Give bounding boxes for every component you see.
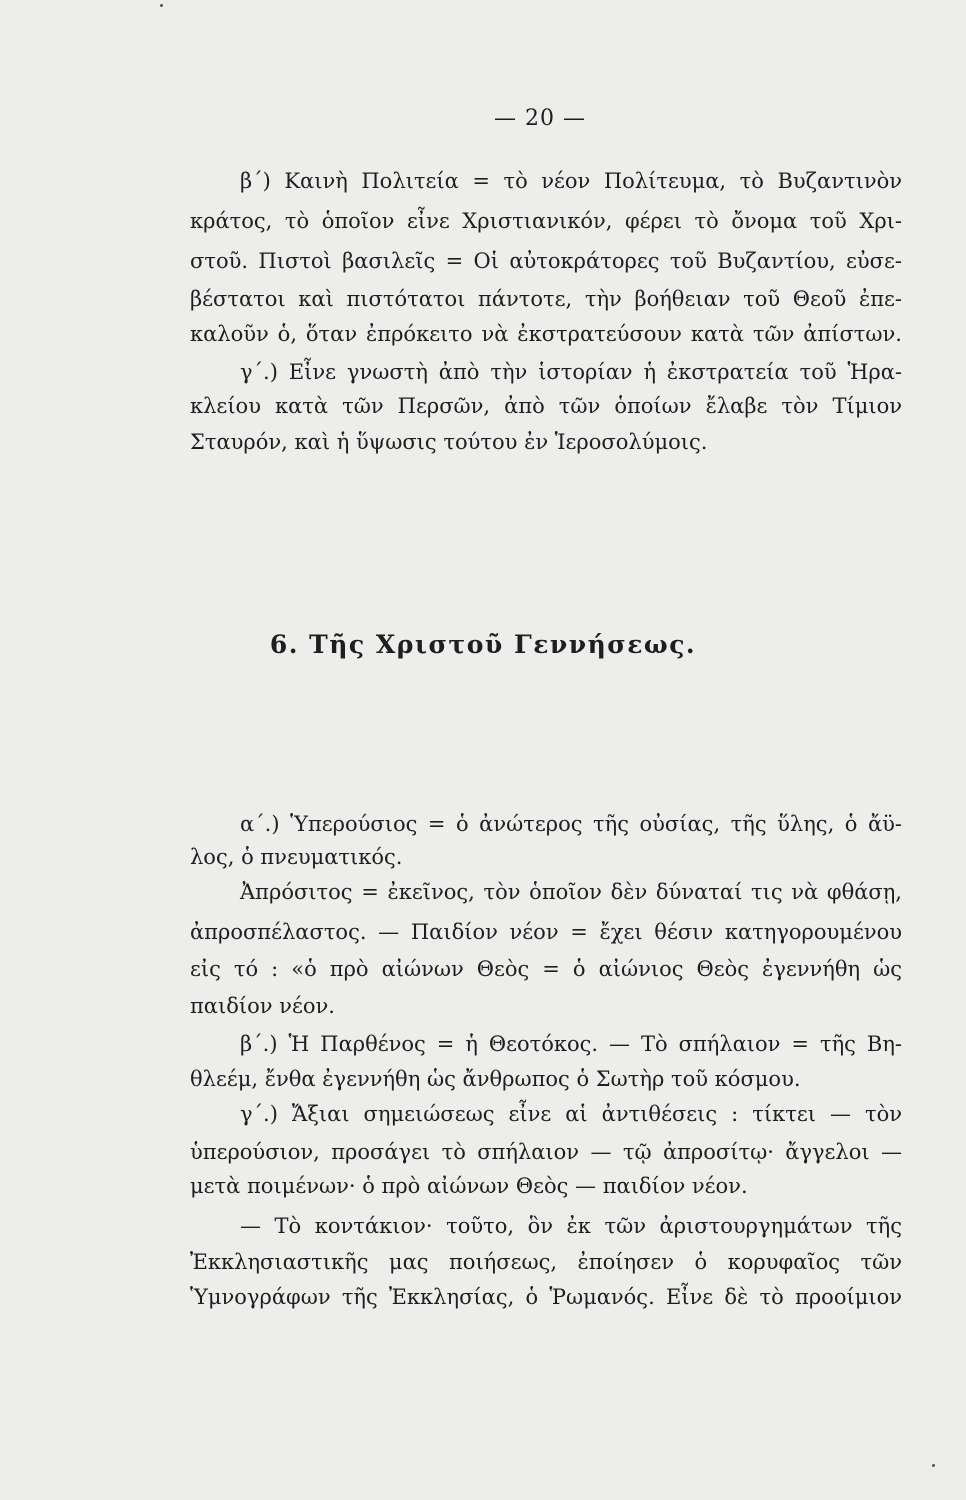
page-number: — 20 — — [494, 106, 586, 131]
text-line: εἰς τό : «ὁ πρὸ αἰώνων Θεὸς = ὁ αἰώνιος Θεὸς ἐγεννήθη ὡς — [190, 957, 902, 981]
text-line: παιδίον νέον. — [190, 994, 335, 1018]
text-line: Σταυρόν, καὶ ἡ ὕψωσις τούτου ἐν Ἱεροσολύμοις. — [190, 430, 708, 454]
section-heading: 6. Τῆς Χριστοῦ Γεννήσεως. — [269, 630, 697, 659]
text-line: Ἀπρόσιτος = ἐκεῖνος, τὸν ὁποῖον δὲν δύναταί τις νὰ φθάσῃ, — [240, 880, 902, 904]
text-line: μετὰ ποιμένων· ὁ πρὸ αἰώνων Θεὸς — παιδίον νέον. — [190, 1174, 748, 1198]
text-line: β΄) Καινὴ Πολιτεία = τὸ νέον Πολίτευμα, τὸ Βυζαντινὸν — [240, 169, 902, 193]
paper-speck — [932, 1464, 935, 1467]
text-line: ἀπροσπέλαστος. — Παιδίον νέον = ἔχει θέσιν κατηγορουμένου — [190, 920, 902, 944]
text-line: α΄.) Ὑπερούσιος = ὁ ἀνώτερος τῆς οὐσίας, τῆς ὕλης, ὁ ἄϋ- — [240, 812, 902, 836]
text-line: γ΄.) Εἶνε γνωστὴ ἀπὸ τὴν ἱστορίαν ἡ ἐκστρατεία τοῦ Ἡρα- — [240, 360, 902, 384]
text-line: Ἐκκλησιαστικῆς μας ποιήσεως, ἐποίησεν ὁ κορυφαῖος τῶν — [190, 1250, 902, 1274]
text-line: στοῦ. Πιστοὶ βασιλεῖς = Οἱ αὐτοκράτορες τοῦ Βυζαντίου, εὐσε- — [190, 249, 902, 273]
text-line: ὑπερούσιον, προσάγει τὸ σπήλαιον — τῷ ἀπροσίτῳ· ἄγγελοι — — [190, 1140, 902, 1164]
text-line: Ὑμνογράφων τῆς Ἐκκλησίας, ὁ Ῥωμανός. Εἶνε δὲ τὸ προοίμιον — [190, 1285, 902, 1309]
text-line: — Τὸ κοντάκιον· τοῦτο, ὃν ἐκ τῶν ἀριστουργημάτων τῆς — [240, 1214, 902, 1238]
text-line: θλεέμ, ἔνθα ἐγεννήθη ὡς ἄνθρωπος ὁ Σωτὴρ τοῦ κόσμου. — [190, 1067, 801, 1091]
text-line: κλείου κατὰ τῶν Περσῶν, ἀπὸ τῶν ὁποίων ἔλαβε τὸν Τίμιον — [190, 394, 902, 418]
text-line: κράτος, τὸ ὁποῖον εἶνε Χριστιανικόν, φέρει τὸ ὄνομα τοῦ Χρι- — [190, 209, 902, 233]
text-line: β΄.) Ἡ Παρθένος = ἡ Θεοτόκος. — Τὸ σπήλαιον = τῆς Βη- — [240, 1032, 902, 1056]
text-line: γ΄.) Ἄξιαι σημειώσεως εἶνε αἱ ἀντιθέσεις : τίκτει — τὸν — [240, 1102, 902, 1126]
text-line: λος, ὁ πνευματικός. — [190, 845, 403, 869]
paper-speck — [160, 4, 163, 7]
text-line: βέστατοι καὶ πιστότατοι πάντοτε, τὴν βοήθειαν τοῦ Θεοῦ ἐπε- — [190, 287, 902, 311]
text-line: καλοῦν ὁ, ὅταν ἐπρόκειτο νὰ ἐκστρατεύσουν κατὰ τῶν ἀπίστων. — [190, 322, 902, 346]
